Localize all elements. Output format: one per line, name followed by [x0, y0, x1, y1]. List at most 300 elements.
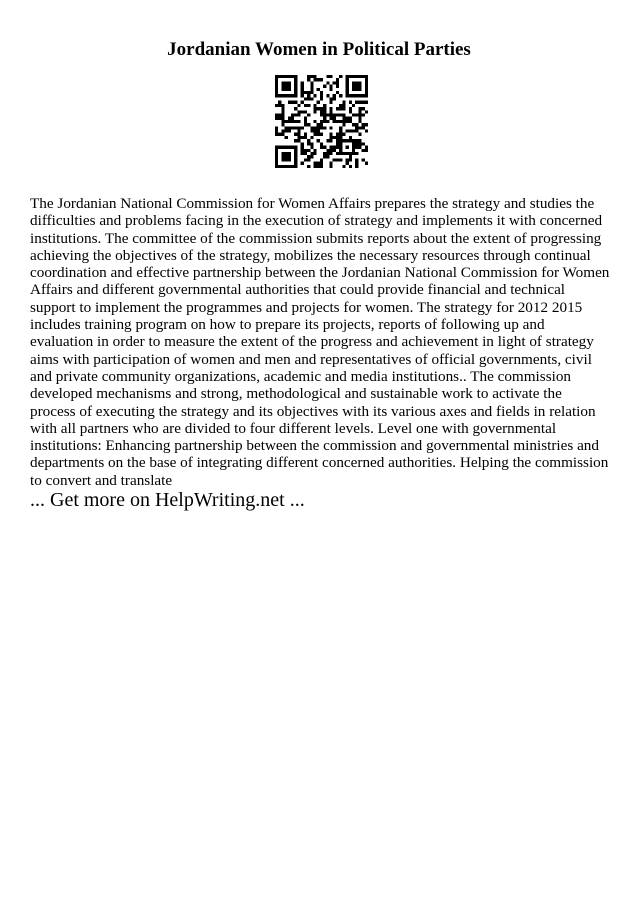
- qr-module: [307, 78, 310, 81]
- qr-module: [320, 142, 323, 145]
- page-title: Jordanian Women in Political Parties: [167, 39, 471, 60]
- qr-module: [294, 81, 297, 84]
- qr-module: [330, 133, 333, 136]
- qr-module: [349, 120, 352, 123]
- qr-module: [342, 113, 345, 116]
- qr-module: [358, 101, 361, 104]
- qr-module: [288, 81, 291, 84]
- qr-module: [333, 149, 336, 152]
- qr-module: [323, 126, 326, 129]
- qr-module: [317, 139, 320, 142]
- qr-module: [362, 113, 365, 116]
- qr-module: [288, 88, 291, 91]
- qr-module: [297, 113, 300, 116]
- qr-module: [285, 130, 288, 133]
- qr-module: [352, 88, 355, 91]
- qr-module: [281, 81, 284, 84]
- qr-module: [304, 123, 307, 126]
- qr-module: [333, 81, 336, 84]
- qr-module: [352, 142, 355, 145]
- qr-module: [294, 155, 297, 158]
- qr-module: [301, 85, 304, 88]
- qr-module: [330, 139, 333, 142]
- qr-module: [346, 139, 349, 142]
- qr-module: [281, 120, 284, 123]
- qr-module: [313, 165, 316, 168]
- qr-module: [333, 113, 336, 116]
- qr-module: [285, 81, 288, 84]
- qr-module: [294, 165, 297, 168]
- qr-module: [323, 155, 326, 158]
- qr-module: [355, 158, 358, 161]
- qr-module: [352, 113, 355, 116]
- qr-module: [294, 94, 297, 97]
- qr-module: [339, 104, 342, 107]
- qr-module: [278, 94, 281, 97]
- qr-module: [326, 113, 329, 116]
- qr-module: [317, 107, 320, 110]
- qr-module: [297, 126, 300, 129]
- qr-module: [358, 126, 361, 129]
- qr-module: [333, 94, 336, 97]
- qr-module: [355, 126, 358, 129]
- qr-module: [336, 91, 339, 94]
- qr-module: [291, 75, 294, 78]
- qr-module: [333, 158, 336, 161]
- qr-module: [304, 120, 307, 123]
- qr-module: [281, 165, 284, 168]
- qr-module: [320, 107, 323, 110]
- qr-module: [301, 101, 304, 104]
- qr-module: [301, 162, 304, 165]
- qr-module: [320, 97, 323, 100]
- qr-module: [301, 142, 304, 145]
- qr-module: [294, 126, 297, 129]
- qr-module: [285, 120, 288, 123]
- qr-module: [339, 149, 342, 152]
- qr-module: [349, 130, 352, 133]
- qr-module: [307, 165, 310, 168]
- qr-module: [349, 152, 352, 155]
- qr-module: [323, 85, 326, 88]
- qr-module: [281, 75, 284, 78]
- qr-module: [288, 155, 291, 158]
- qr-module: [336, 81, 339, 84]
- qr-module: [326, 152, 329, 155]
- qr-module: [342, 123, 345, 126]
- qr-module: [362, 123, 365, 126]
- qr-module: [294, 139, 297, 142]
- qr-module: [313, 75, 316, 78]
- qr-module: [275, 81, 278, 84]
- qr-module: [336, 78, 339, 81]
- qr-module: [346, 152, 349, 155]
- qr-module: [362, 107, 365, 110]
- qr-module: [317, 126, 320, 129]
- qr-module: [365, 162, 368, 165]
- qr-module: [307, 75, 310, 78]
- qr-module: [310, 85, 313, 88]
- qr-module: [320, 146, 323, 149]
- qr-module: [297, 104, 300, 107]
- qr-module: [355, 85, 358, 88]
- qr-module: [320, 94, 323, 97]
- qr-module: [294, 120, 297, 123]
- qr-module: [288, 165, 291, 168]
- qr-module: [346, 94, 349, 97]
- qr-module: [352, 85, 355, 88]
- qr-code-icon[interactable]: [275, 75, 368, 168]
- qr-module: [307, 113, 310, 116]
- qr-module: [326, 139, 329, 142]
- qr-module: [339, 130, 342, 133]
- qr-module: [349, 158, 352, 161]
- qr-module: [342, 107, 345, 110]
- qr-module: [352, 130, 355, 133]
- qr-module: [358, 75, 361, 78]
- qr-module: [365, 78, 368, 81]
- qr-module: [349, 117, 352, 120]
- qr-module: [313, 104, 316, 107]
- qr-module: [275, 104, 278, 107]
- qr-module: [365, 146, 368, 149]
- qr-module: [365, 101, 368, 104]
- qr-module: [330, 117, 333, 120]
- qr-module: [358, 107, 361, 110]
- qr-module: [342, 133, 345, 136]
- qr-module: [288, 120, 291, 123]
- qr-module: [339, 152, 342, 155]
- qr-module: [297, 133, 300, 136]
- qr-module: [339, 133, 342, 136]
- qr-module: [285, 126, 288, 129]
- qr-module: [278, 165, 281, 168]
- qr-module: [355, 88, 358, 91]
- qr-module: [330, 152, 333, 155]
- qr-module: [323, 120, 326, 123]
- qr-module: [358, 113, 361, 116]
- qr-module: [294, 78, 297, 81]
- qr-module: [291, 94, 294, 97]
- qr-module: [352, 146, 355, 149]
- qr-module: [333, 97, 336, 100]
- qr-module: [307, 104, 310, 107]
- qr-module: [307, 91, 310, 94]
- qr-module: [288, 152, 291, 155]
- qr-module: [304, 136, 307, 139]
- qr-module: [285, 152, 288, 155]
- qr-module: [355, 139, 358, 142]
- qr-module: [320, 162, 323, 165]
- qr-module: [339, 136, 342, 139]
- qr-module: [326, 75, 329, 78]
- qr-module: [310, 130, 313, 133]
- qr-module: [342, 139, 345, 142]
- qr-module: [330, 88, 333, 91]
- qr-module: [307, 149, 310, 152]
- qr-module: [307, 94, 310, 97]
- qr-module: [336, 142, 339, 145]
- qr-module: [291, 165, 294, 168]
- qr-module: [304, 104, 307, 107]
- qr-module: [294, 88, 297, 91]
- qr-module: [288, 85, 291, 88]
- qr-module: [281, 94, 284, 97]
- qr-module: [358, 142, 361, 145]
- qr-module: [339, 107, 342, 110]
- qr-module: [285, 75, 288, 78]
- qr-module: [355, 146, 358, 149]
- qr-module: [355, 101, 358, 104]
- qr-module: [342, 120, 345, 123]
- qr-module: [336, 139, 339, 142]
- qr-module: [301, 110, 304, 113]
- qr-module: [275, 130, 278, 133]
- qr-module: [349, 107, 352, 110]
- qr-module: [349, 165, 352, 168]
- qr-module: [275, 152, 278, 155]
- qr-module: [355, 130, 358, 133]
- qr-module: [365, 94, 368, 97]
- qr-module: [339, 75, 342, 78]
- qr-module: [281, 123, 284, 126]
- qr-module: [297, 136, 300, 139]
- qr-module: [313, 126, 316, 129]
- qr-module: [362, 126, 365, 129]
- qr-module: [281, 107, 284, 110]
- qr-module: [288, 126, 291, 129]
- qr-module: [275, 88, 278, 91]
- qr-module: [342, 165, 345, 168]
- qr-module: [313, 152, 316, 155]
- qr-module: [339, 120, 342, 123]
- qr-module: [349, 75, 352, 78]
- qr-module: [349, 94, 352, 97]
- qr-module: [339, 139, 342, 142]
- qr-module: [330, 136, 333, 139]
- qr-module: [352, 149, 355, 152]
- qr-module: [358, 133, 361, 136]
- qr-module: [294, 113, 297, 116]
- qr-module: [333, 117, 336, 120]
- qr-module: [346, 120, 349, 123]
- qr-module: [301, 136, 304, 139]
- qr-module: [275, 85, 278, 88]
- get-more-link[interactable]: ... Get more on HelpWriting.net ...: [30, 489, 305, 511]
- qr-module: [346, 78, 349, 81]
- qr-module: [330, 75, 333, 78]
- qr-module: [285, 88, 288, 91]
- qr-module: [285, 165, 288, 168]
- qr-module: [342, 117, 345, 120]
- qr-module: [358, 81, 361, 84]
- qr-module: [336, 107, 339, 110]
- qr-module: [330, 110, 333, 113]
- qr-module: [285, 85, 288, 88]
- qr-module: [304, 158, 307, 161]
- qr-module: [323, 113, 326, 116]
- qr-module: [278, 146, 281, 149]
- qr-module: [313, 120, 316, 123]
- qr-module: [313, 78, 316, 81]
- qr-module: [301, 149, 304, 152]
- qr-module: [349, 139, 352, 142]
- qr-module: [281, 85, 284, 88]
- qr-module: [281, 117, 284, 120]
- qr-module: [355, 75, 358, 78]
- qr-module: [301, 126, 304, 129]
- qr-module: [304, 97, 307, 100]
- qr-module: [336, 136, 339, 139]
- qr-module: [291, 146, 294, 149]
- qr-module: [326, 155, 329, 158]
- qr-module: [333, 136, 336, 139]
- qr-module: [346, 162, 349, 165]
- qr-module: [346, 158, 349, 161]
- qr-module: [294, 101, 297, 104]
- qr-module: [358, 146, 361, 149]
- qr-module: [320, 78, 323, 81]
- qr-module: [358, 85, 361, 88]
- qr-module: [291, 126, 294, 129]
- qr-module: [304, 91, 307, 94]
- qr-module: [330, 101, 333, 104]
- qr-module: [288, 94, 291, 97]
- qr-module: [365, 91, 368, 94]
- qr-module: [310, 155, 313, 158]
- qr-module: [275, 94, 278, 97]
- qr-module: [301, 146, 304, 149]
- qr-module: [336, 113, 339, 116]
- qr-module: [346, 75, 349, 78]
- qr-module: [275, 75, 278, 78]
- qr-module: [313, 133, 316, 136]
- qr-module: [275, 146, 278, 149]
- qr-module: [285, 146, 288, 149]
- qr-module: [307, 139, 310, 142]
- qr-module: [330, 126, 333, 129]
- qr-module: [365, 123, 368, 126]
- qr-module: [317, 123, 320, 126]
- qr-module: [320, 120, 323, 123]
- qr-module: [352, 94, 355, 97]
- qr-module: [294, 146, 297, 149]
- qr-module: [330, 85, 333, 88]
- qr-module: [365, 110, 368, 113]
- qr-module: [297, 130, 300, 133]
- qr-module: [362, 75, 365, 78]
- qr-module: [288, 117, 291, 120]
- qr-module: [339, 142, 342, 145]
- qr-module: [346, 85, 349, 88]
- qr-module: [301, 152, 304, 155]
- qr-module: [352, 152, 355, 155]
- qr-module: [281, 146, 284, 149]
- qr-module: [355, 113, 358, 116]
- qr-module: [281, 130, 284, 133]
- qr-module: [355, 94, 358, 97]
- qr-module: [281, 155, 284, 158]
- qr-module: [281, 158, 284, 161]
- qr-module: [294, 152, 297, 155]
- qr-module: [278, 113, 281, 116]
- qr-module: [330, 97, 333, 100]
- qr-module: [326, 120, 329, 123]
- qr-module: [365, 75, 368, 78]
- qr-module: [362, 158, 365, 161]
- qr-module: [313, 94, 316, 97]
- qr-module: [352, 123, 355, 126]
- qr-module: [342, 104, 345, 107]
- qr-module: [362, 149, 365, 152]
- qr-module: [291, 113, 294, 116]
- qr-module: [355, 81, 358, 84]
- qr-module: [323, 152, 326, 155]
- qr-module: [310, 152, 313, 155]
- qr-module: [275, 158, 278, 161]
- qr-module: [365, 81, 368, 84]
- qr-module: [294, 85, 297, 88]
- qr-module: [310, 81, 313, 84]
- qr-module: [349, 136, 352, 139]
- qr-module: [281, 133, 284, 136]
- qr-module: [310, 146, 313, 149]
- qr-module: [294, 75, 297, 78]
- qr-module: [346, 117, 349, 120]
- qr-module: [336, 158, 339, 161]
- qr-module: [307, 123, 310, 126]
- qr-module: [323, 146, 326, 149]
- qr-module: [313, 149, 316, 152]
- qr-module: [362, 142, 365, 145]
- qr-module: [278, 104, 281, 107]
- qr-module: [358, 120, 361, 123]
- qr-module: [297, 110, 300, 113]
- qr-module: [333, 146, 336, 149]
- qr-module: [317, 101, 320, 104]
- qr-module: [339, 94, 342, 97]
- qr-module: [301, 94, 304, 97]
- qr-module: [358, 94, 361, 97]
- qr-module: [317, 78, 320, 81]
- qr-module: [323, 117, 326, 120]
- qr-module: [365, 130, 368, 133]
- qr-module: [301, 81, 304, 84]
- qr-module: [358, 110, 361, 113]
- qr-module: [346, 88, 349, 91]
- qr-module: [352, 81, 355, 84]
- qr-module: [307, 142, 310, 145]
- qr-module: [358, 117, 361, 120]
- qr-module: [278, 117, 281, 120]
- qr-module: [278, 133, 281, 136]
- body-paragraph: The Jordanian National Commission for Women Affairs prepares the strategy and studies the difficulties and problems facing in the execution of strategy and implements it with concerned institutions. The committee of the commission submits reports about the extent of progressing achieving the objectives of the strategy, mobilizes the necessary resources through continual coordination and effective partnership between the Jordanian National Commission for Women Affairs and different governmental authorities that could provide financial and technical support to implement the programmes and projects for women. The strategy for 2012 2015 includes training program on how to prepare its projects, reports of following up and evaluation in order to measure the extent of the progress and achievement in light of strategy aims with participation of women and men and representatives of official governments, civil and private community organizations, academic and media institutions.. The commission developed mechanisms and strong, methodological and sustainable work to activate the process of executing the strategy and its objectives with its various axes and fields in relation with all partners who are divided to four different levels. Level one with governmental institutions: Enhancing partnership between the commission and governmental ministries and departments on the base of integrating different concerned authorities. Helping the commission to convert and translate: [30, 195, 610, 489]
- qr-module: [320, 91, 323, 94]
- qr-module: [313, 130, 316, 133]
- qr-module: [352, 104, 355, 107]
- qr-module: [339, 126, 342, 129]
- qr-module: [313, 107, 316, 110]
- qr-module: [323, 107, 326, 110]
- qr-module: [304, 133, 307, 136]
- qr-module: [285, 136, 288, 139]
- qr-module: [275, 162, 278, 165]
- qr-module: [275, 149, 278, 152]
- qr-module: [317, 162, 320, 165]
- qr-module: [294, 162, 297, 165]
- qr-module: [307, 97, 310, 100]
- qr-module: [294, 149, 297, 152]
